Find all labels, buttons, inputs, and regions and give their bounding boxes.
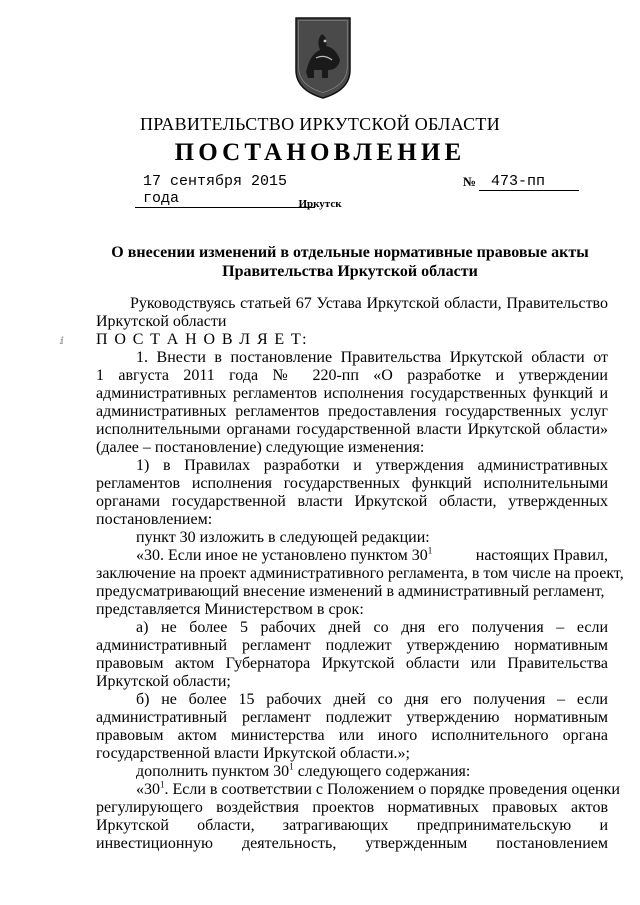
- body-line: правовым актом Губернатора Иркутской области или Правительства: [96, 655, 608, 672]
- superscript: 1: [427, 545, 433, 556]
- organization-name: ПРАВИТЕЛЬСТВО ИРКУТСКОЙ ОБЛАСТИ: [139, 114, 501, 134]
- body-line: представляется Министерством в срок:: [96, 601, 364, 618]
- body-line: 1) в Правилах разработки и утверждения административных: [136, 457, 608, 474]
- superscript: 1: [160, 779, 165, 790]
- body-line: 1 августа 2011 года № 220-пп «О разработке и утверждении: [96, 367, 608, 384]
- margin-mark: ⅈ: [60, 336, 64, 347]
- body-text: дополнить пунктом 30: [136, 763, 290, 780]
- superscript: 1: [289, 761, 294, 772]
- body-line: предусматривающий внесение изменений в административный регламент,: [96, 583, 605, 600]
- body-line: 1. Внести в постановление Правительства Иркутской области от: [136, 349, 608, 366]
- body-line: пункт 30 изложить в следующей редакции:: [136, 529, 430, 546]
- document-date: 17 сентября 2015 года: [135, 173, 315, 208]
- body-line: [136, 779, 620, 799]
- city: Иркутск: [298, 198, 342, 210]
- body-text: «30. Если иное не установлено пунктом 30: [136, 547, 428, 564]
- title-line: Правительства Иркутской области: [222, 263, 478, 280]
- body-line: а) не более 5 рабочих дней со дня его получения – если: [136, 619, 608, 636]
- body-line: инвестиционную деятельность, утвержденным постановлением: [96, 835, 608, 852]
- body-line: административный регламент подлежит утверждению нормативным: [96, 637, 608, 654]
- resolution-word: П О С Т А Н О В Л Я Е Т:: [96, 331, 309, 348]
- body-line: исполнительными органами государственной власти Иркутской области»: [96, 421, 608, 438]
- body-line: Иркутской области: [96, 313, 227, 330]
- document-number: 473-пп: [479, 173, 579, 191]
- body-line: административный регламент подлежит утверждению нормативным: [96, 709, 608, 726]
- body-line: [136, 547, 608, 565]
- body-line: б) не более 15 рабочих дней со дня его получения – если: [136, 691, 608, 708]
- body-line: государственной власти Иркутской области.»;: [96, 745, 410, 762]
- body-line: Иркутской области;: [96, 673, 231, 690]
- body-line: (далее – постановление) следующие изменения:: [96, 439, 425, 456]
- body-line: органами государственной власти Иркутской области, утвержденных: [96, 493, 608, 510]
- title-line: О внесении изменений в отдельные нормативные правовые акты: [111, 244, 589, 261]
- body-text: следующего содержания:: [297, 763, 471, 780]
- body-line: Руководствуясь статьей 67 Устава Иркутской области, Правительство: [130, 295, 608, 312]
- coat-of-arms-emblem: [292, 14, 354, 100]
- body-text: «30: [136, 781, 160, 798]
- body-line: административных регламентов исполнения государственных функций и: [96, 385, 608, 402]
- body-line: заключение на проект административного регламента, в том числе на проект,: [96, 565, 624, 582]
- body-line: регулирующего воздействия проектов нормативных правовых актов: [96, 799, 608, 816]
- body-line: регламентов исполнения государственных функций исполнительными: [96, 475, 608, 492]
- body-line: административных регламентов предоставления государственных услуг: [96, 403, 608, 420]
- document-title: [90, 243, 610, 281]
- body-text: . Если в соответствии с Положением о порядке проведения оценки: [164, 781, 620, 798]
- body-line: [136, 763, 608, 781]
- body-line: правовым актом министерства или иного исполнительного органа: [96, 727, 608, 744]
- body-line: Иркутской области, затрагивающих предпринимательскую и: [96, 817, 608, 834]
- body-text: настоящих Правил,: [475, 547, 608, 564]
- body-line: постановлением:: [96, 511, 213, 528]
- number-label: №: [463, 174, 477, 189]
- document-type: ПОСТАНОВЛЕНИЕ: [174, 139, 466, 166]
